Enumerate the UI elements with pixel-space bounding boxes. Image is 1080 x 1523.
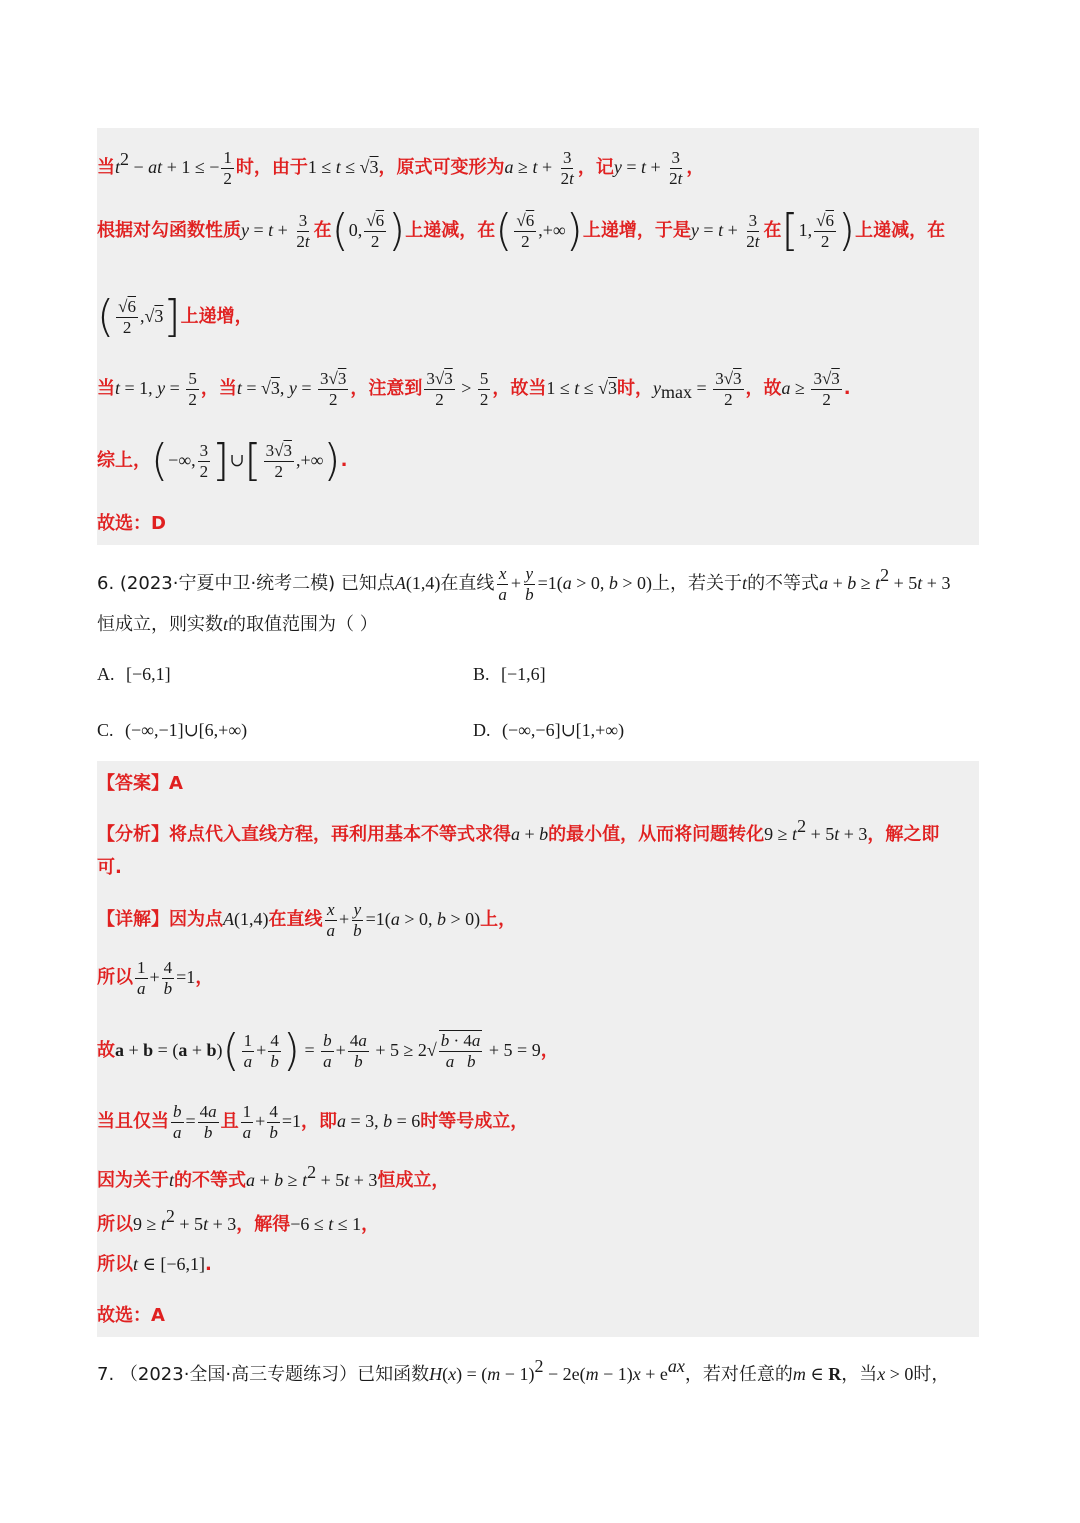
detail-line-4: 当且仅当 $\frac{b}{a}$ = $\frac{4a}{b}$ 且 $\frac{1}{a}$ + $\frac{4}{b}$ =1，即a = 3, b = 6时等号成立，: [97, 1101, 529, 1142]
detail-line-5: 因为关于t的不等式$a + b \ge t^2 + 5t + 3$恒成立，: [97, 1162, 450, 1191]
final-choice: 故选：A: [97, 1305, 165, 1326]
solution-line-2: 根据对勾函数性质y = t + $\frac{3}{2t}$ 在(0, $\frac{√6}{2}$ )上递减，在( $\frac{√6}{2}$ ,+∞)上递增，于是y = t + $\frac{3}{2t}$ 在[1, $\frac{√6}{2}$ )上递减，在: [97, 205, 946, 256]
solution-line-1: 当$t^2$ − at + 1 ≤ − $\frac{1}{2}$ 时，由于1 ≤ t ≤ √3，原式可变形为a ≥ t + $\frac{3}{2t}$ ，记y = t + $\frac{3}{2t}$ ，: [97, 147, 705, 188]
analysis-line-1: 【分析】将点代入直线方程，再利用基本不等式求得a + b的最小值，从而将问题转化$9 \ge t^2 + 5t + 3$，解之即: [97, 816, 940, 845]
option-b[interactable]: B. [−1,6]: [473, 664, 546, 684]
q6-stem-line-1: 6. (2023·宁夏中卫·统考二模) 已知点A(1,4)在直线 $\frac{x}{a}$ + $\frac{y}{b}$ =1(a > 0, b > 0)上，若关于t的不等式$a + b \ge t^2 + 5t + 3$: [97, 563, 951, 604]
solution-line-5: 综上，(−∞, $\frac{3}{2}$ ]∪[ $\frac{3√3}{2}$ ,+∞).: [97, 435, 348, 486]
detail-line-7: 所以t ∈ [−6,1].: [97, 1254, 212, 1275]
detail-line-2: 所以 $\frac{1}{a}$ + $\frac{4}{b}$ =1，: [97, 957, 214, 998]
option-c[interactable]: C. (−∞,−1]∪[6,+∞): [97, 720, 248, 740]
option-a[interactable]: A. [−6,1]: [97, 664, 171, 684]
detail-line-1: 【详解】因为点A(1,4)在直线 $\frac{x}{a}$ + $\frac{y}{b}$ =1(a > 0, b > 0)上，: [97, 899, 517, 940]
detail-line-6: 所以$9 \ge t^2 + 5t + 3$，解得−6 ≤ t ≤ 1，: [97, 1206, 380, 1235]
detail-line-3: 故a + b = (a + b)( $\frac{1}{a}$ + $\frac{4}{b}$ ) = $\frac{b}{a}$ + $\frac{4a}{b}$ + 5 ≥ 2√ $\frac{b \cdot 4a}{\text{a b}}$ + 5 = 9，: [97, 1025, 559, 1076]
solution-line-4: 当t = 1, y = $\frac{5}{2}$ ，当t = √3, y = $\frac{3√3}{2}$ ，注意到 $\frac{3√3}{2}$ > $\frac{5}{2}$ ，故当1 ≤ t ≤ √3时，$y_{max}$ = $\frac{3√3}{2}$ ，故a ≥ $\frac{3√3}{2}$ .: [97, 368, 851, 409]
answer-line: 【答案】A: [97, 773, 183, 794]
solution-choice-top: 故选：D: [97, 513, 166, 534]
solution-line-3: ( $\frac{√6}{2}$ ,√3]上递增，: [97, 291, 253, 342]
q7-stem-line-1: 7. （2023·全国·高三专题练习）已知函数$H(x) = (m - 1)^2 - 2e(m - 1)x + e^{ax}$，若对任意的m ∈ R，当x > 0时，: [97, 1356, 950, 1385]
option-d[interactable]: D. (−∞,−6]∪[1,+∞): [473, 720, 625, 740]
q6-stem-line-2: 恒成立，则实数t的取值范围为（ ）: [97, 614, 378, 635]
analysis-line-2: 可.: [97, 857, 122, 878]
